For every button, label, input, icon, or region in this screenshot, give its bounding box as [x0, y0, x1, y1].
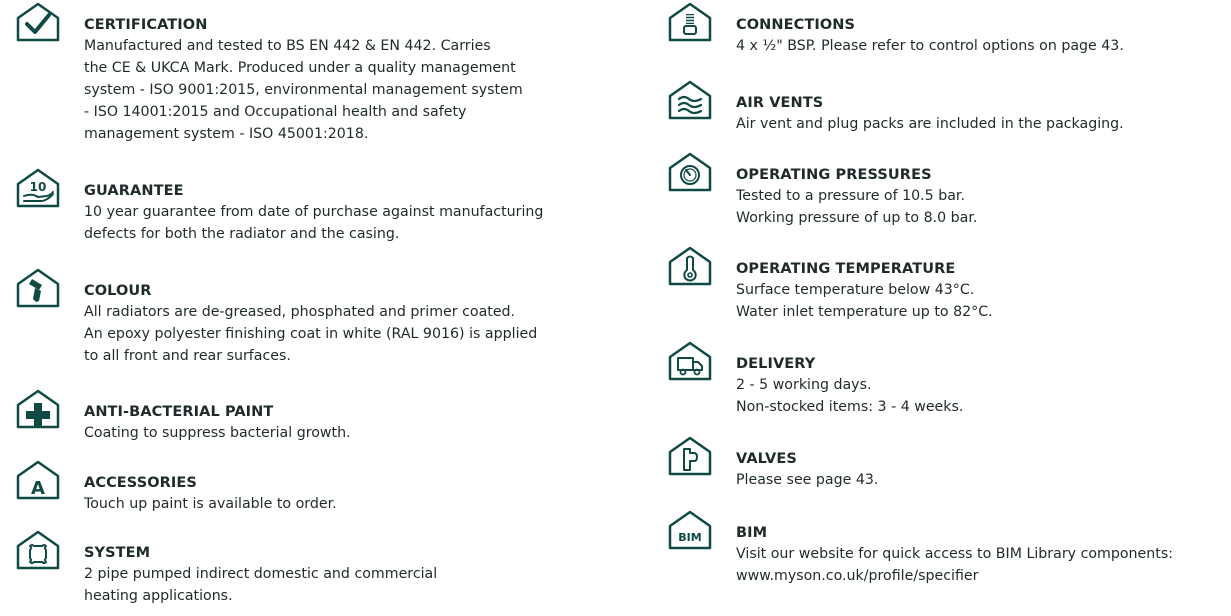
svg-text:10: 10	[29, 180, 47, 194]
spec-title: CERTIFICATION	[84, 17, 208, 33]
spec-title: CONNECTIONS	[736, 17, 856, 33]
spec-body: 4 x ½" BSP. Please refer to control options on page 43.	[736, 38, 1124, 54]
spec-title: AIR VENTS	[736, 95, 824, 111]
bim-badge-icon	[666, 508, 714, 552]
spec-body: 2 pipe pumped indirect domestic and commercial heating applications.	[84, 566, 438, 604]
check-badge-icon	[14, 0, 62, 44]
spec-title: COLOUR	[84, 283, 152, 299]
svg-text:A: A	[31, 478, 45, 499]
connector-fitting-icon	[666, 0, 714, 44]
spec-title: ANTI-BACTERIAL PAINT	[84, 404, 274, 420]
air-waves-icon	[666, 78, 714, 122]
guarantee-10-hand-icon	[14, 166, 62, 210]
spec-title: BIM	[736, 525, 768, 541]
spec-body: 2 - 5 working days. Non-stocked items: 3 - 4 weeks.	[736, 377, 964, 415]
spec-title: ACCESSORIES	[84, 475, 197, 491]
spec-body: Please see page 43.	[736, 472, 879, 488]
valve-icon	[666, 434, 714, 478]
spec-body: All radiators are de-greased, phosphated and primer coated. An epoxy polyester finishing coat in white (RAL 9016) is applied to all front and rear surfaces.	[84, 304, 538, 364]
spec-body: Air vent and plug packs are included in the packaging.	[736, 116, 1124, 132]
spec-body: Touch up paint is available to order.	[84, 496, 337, 512]
spec-title: DELIVERY	[736, 356, 816, 372]
spec-title: GUARANTEE	[84, 183, 184, 199]
paint-brush-icon	[14, 266, 62, 310]
thermometer-icon	[666, 244, 714, 288]
spec-body: Surface temperature below 43°C. Water inlet temperature up to 82°C.	[736, 282, 993, 320]
spec-title: SYSTEM	[84, 545, 151, 561]
spec-title: OPERATING PRESSURES	[736, 167, 932, 183]
letter-a-icon	[14, 458, 62, 502]
pressure-gauge-icon	[666, 150, 714, 194]
plus-cross-icon	[14, 387, 62, 431]
spec-body: Manufactured and tested to BS EN 442 & EN 442. Carries the CE & UKCA Mark. Produced under a quality management system - ISO 9001:2015, environmental management system - ISO 14001:2015 and Occupational health and safety management system - ISO 45001:2018.	[84, 38, 523, 142]
delivery-van-icon	[666, 339, 714, 383]
spec-body: Visit our website for quick access to BIM Library components: www.myson.co.uk/profile/specifier	[736, 546, 1173, 584]
spec-title: OPERATING TEMPERATURE	[736, 261, 956, 277]
system-loop-icon	[14, 528, 62, 572]
spec-body: 10 year guarantee from date of purchase against manufacturing defects for both the radiator and the casing.	[84, 204, 544, 242]
spec-body: Tested to a pressure of 10.5 bar. Working pressure of up to 8.0 bar.	[736, 188, 978, 226]
svg-text:BIM: BIM	[678, 531, 702, 544]
spec-title: VALVES	[736, 451, 797, 467]
spec-body: Coating to suppress bacterial growth.	[84, 425, 351, 441]
